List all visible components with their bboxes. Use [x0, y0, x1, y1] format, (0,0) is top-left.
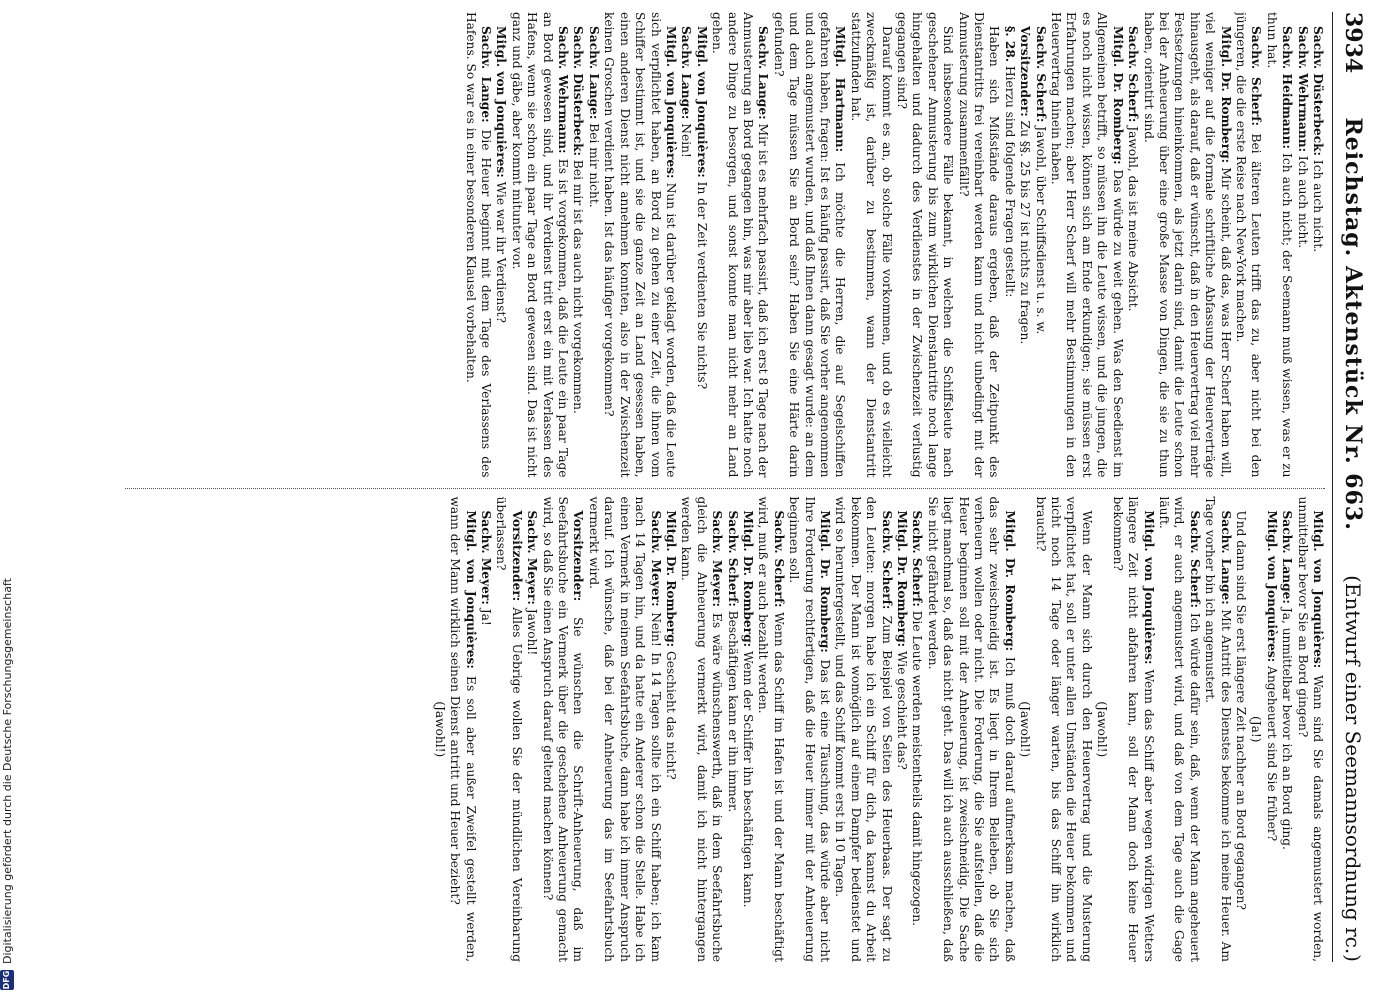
paragraph-text: Wie war ihr Verdienst?: [494, 177, 509, 323]
paragraph: [1001, 12, 1016, 478]
paragraph-text: Die Leute werden meistentheils damit hingezogen.: [910, 606, 925, 926]
paragraph: [740, 497, 755, 963]
paragraph-text: Das würde zu weit gehen. Was den Seedienst im Allgemeinen betrifft, so müssen ihn die Leute wissen, und die jungen, die es noch nicht wissen, können sich am Ende erkundigen; sie müssen erst Erfahrungen machen; aber Herr Scherf will mehr Bestimmungen in den Heuervertrag hinein haben.: [1049, 12, 1125, 478]
paragraph-text: Wenn der Mann sich durch den Heuervertrag und die Musterung verpflichtet hat, soll er unter allen Umständen die Heuer bekommen und nicht noch 14 Tage oder länger warten, bis das Schiff ihn wirklich braucht?: [1033, 496, 1094, 962]
paragraph-text: Jawohl, über Schiffsdienst u. s. w.: [1033, 122, 1048, 335]
paragraph: [1125, 12, 1140, 478]
speaker-label: Vorsitzender:: [571, 510, 586, 602]
paragraph-text: Mir scheint, daß das, was Herr Scherf haben will, viel weniger auf die formale schriftliche Abfassung der Heuerverträge hinausgeht, als darauf, daß er wünscht, daß in den Heuervertrag viel mehr Festsetzungen hineinkommen, als jetzt darin sind, damit die Leute schon bei der Anheuerung über eine große Masse von Dingen, die sie zu thun haben, orientirt sind.: [1141, 12, 1233, 478]
paragraph: [678, 497, 724, 963]
paragraph-text: Nein!: [679, 119, 694, 158]
page-subtitle: (Entwurf einer Seemannsordnung rc.): [1341, 575, 1365, 962]
paragraph: [709, 12, 771, 478]
paragraph: [678, 12, 693, 478]
paragraph: [1233, 497, 1248, 963]
paragraph: [493, 12, 508, 478]
paragraph-text: Wenn der Schiffer ihn beschäftigen kann.: [740, 647, 755, 908]
speaker-label: Sachv. Lange:: [1280, 510, 1295, 604]
speaker-label: Sachv. Meyer:: [525, 510, 540, 605]
paragraph-text: Zum Beispiel von Seiten des Heuerbaas. Der sagt zu den Leuten: morgen habe ich ein Schiff für dich, da kannst du Arbeit bekommen. Der Mann ist womöglich auf einem Dampfer bedienstet und wird so heruntergestellt, und das Schiff kommt erst in 10 Tagen.: [833, 496, 894, 962]
paragraph: [1263, 12, 1294, 478]
paragraph: [1017, 497, 1032, 963]
speaker-label: Vorsitzender:: [1018, 26, 1033, 117]
paragraph-text: Mir ist es mehrfach passirt, daß ich erst 8 Tage nach der Anmusterung an Bord gegangen bin, was mir aber lieb war. Ich hatte noch andere Dinge zu besorgen, und sonst konnte man nicht mehr an Land gehen.: [710, 12, 771, 478]
speaker-label: §. 28.: [1002, 26, 1017, 63]
paragraph: [508, 12, 570, 478]
paragraph: [770, 12, 847, 478]
paragraph-text: Haben sich Mißstände daraus ergeben, daß der Zeitpunkt des Dienstantritts frei vereinbart werden kann und nicht unbedingt mit der Anmusterung zusammenfällt?: [956, 12, 1002, 478]
paragraph-text: Das ist eine Täuschung, das würde aber nicht Ihre Forderung rechtfertigen, daß die Heuer immer mit der Anheuerung beginnen soll.: [787, 496, 832, 962]
paragraph-text: Bei älteren Leuten trifft das zu, aber nicht bei den jüngeren, die die erste Reise nach New-York machen.: [1233, 12, 1264, 478]
paragraph-text: Jawohl!: [525, 604, 540, 656]
paragraph: [1156, 497, 1202, 963]
speaker-label: Sachv. Meyer:: [479, 510, 494, 605]
speaker-label: Sachv. Lange:: [1218, 510, 1233, 605]
speaker-label: Sachv. Wehrmann:: [556, 26, 571, 154]
paragraph: [1017, 12, 1032, 478]
speaker-label: Mitgl. Dr. Romberg:: [1002, 510, 1017, 652]
paragraph-text: (Jawohl!): [432, 701, 447, 758]
speaker-label: Sachv. Lange:: [756, 26, 771, 120]
paragraph-text: Angeheuert sind Sie früher?: [1264, 662, 1279, 842]
page-title: Reichstag. Aktenstück Nr. 663.: [1340, 117, 1366, 531]
paragraph-text: Es soll aber außer Zweifel gestellt werden, wann der Mann wirklich seinen Dienst antritt und Heuer bezieht?: [448, 496, 478, 962]
paragraph: [1094, 497, 1109, 963]
paragraph: [1294, 497, 1325, 963]
paragraph: [1263, 497, 1278, 963]
paragraph: [539, 497, 585, 963]
speaker-label: Mitgl. von Jonquières:: [494, 26, 509, 178]
paragraph-text: Beschäftigen kann er ihn immer.: [725, 606, 740, 813]
paragraph: [1032, 497, 1094, 963]
speaker-label: Mitgl. von Jonquières:: [663, 26, 678, 179]
paragraph-text: Hierzu sind folgende Fragen gestellt:: [1002, 62, 1017, 298]
paragraph-text: Die Heuer beginnt mit dem Tage des Verlassens des Hafens. So war es in einer besonderen Klausel vorbehalten.: [463, 12, 494, 478]
paragraph-text: Mit Antritt des Dienstes bekomme ich meine Heuer. Am Tage vorher bin ich angemustert.: [1203, 496, 1233, 962]
paragraph: [663, 497, 678, 963]
paragraph-text: Ich möchte die Herren, die auf Segelschiffen gefahren haben, fragen: Ist es häufig passirt, daß Sie vorher angenommen und auch angemustert wurden, und daß Ihnen dann gesagt wurde: an dem und dem Tage müssen Sie an Bord sein? Haben Sie eine Härte darin gefunden?: [771, 12, 848, 478]
dfg-logo-icon: DFG: [0, 970, 14, 990]
speaker-label: Sachv. Meyer:: [648, 510, 663, 607]
paragraph: [586, 497, 663, 963]
paragraph: [1248, 497, 1263, 963]
paragraph: [1048, 12, 1125, 478]
paragraph-text: (Jawohl!): [1018, 701, 1033, 758]
speaker-label: Sachv. Scherf:: [725, 510, 740, 607]
speaker-label: Mitgl. von Jonquières:: [463, 510, 478, 669]
paragraph: [447, 497, 478, 963]
paragraph: [524, 497, 539, 963]
paragraph: [1202, 497, 1233, 963]
paragraph: [832, 497, 894, 963]
left-column: [125, 12, 1325, 478]
paragraph: [431, 497, 446, 963]
speaker-label: Mitgl. Dr. Romberg:: [895, 510, 910, 648]
paragraph-text: Sind insbesondere Fälle bekannt, in welchen die Schiffsleute nach geschehener Anmusterung bis zum wirklichen Dienstantritte noch lange hingehalten und dadurch des Verdienstes in der Zwischenzeit verlustig gegangen sind?: [895, 12, 956, 478]
paragraph-text: Geschieht das nicht?: [663, 647, 678, 780]
paragraph-text: Sie wünschen die Schrift-Anheuerung, daß im Seefahrtsbuche ein Vermerk über die geschehene Anheuerung gemacht wird, so daß Sie einen Anspruch darauf geltend machen können?: [540, 496, 586, 962]
paragraph: [1032, 12, 1047, 478]
paragraph-text: Ich muß doch darauf aufmerksam machen, daß das sehr zweischneidig ist. Es liegt in Ihrem Belieben, ob Sie sich verheuern wollen oder nicht. Die Forderung, die Sie aufstellen, daß die Heuer beginnen soll mit der Anheuerung, ist zweischneidig. Die Sache liegt manchmal so, daß das nicht geht. Das will ich auch ausschließen, daß Sie nicht gefährdet werden.: [925, 496, 1017, 962]
paragraph: [570, 12, 585, 478]
page-header: [1332, 12, 1373, 962]
speaker-label: Mitgl. Dr. Romberg:: [663, 510, 678, 648]
paragraph-text: Wenn das Schiff im Hafen ist und der Mann beschäftigt wird, muß er auch bezahlt werden.: [756, 496, 786, 962]
speaker-label: Mitgl. von Jonquières:: [1264, 510, 1279, 663]
paragraph-text: Es wäre wünschenswerth, daß in dem Seefahrtsbuche gleich die Anheuerung vermerkt wird, damit ich nicht hintergangen werden kann.: [679, 496, 725, 962]
speaker-label: Sachv. Düsterbeck:: [1311, 26, 1325, 157]
funding-note: Digitalisierung gefördert durch die Deutsche Forschungsgemeinschaft: [0, 578, 14, 964]
digitization-note: [0, 0, 24, 1000]
paragraph: [493, 497, 524, 963]
paragraph-text: Wann sind Sie damals angemustert worden, unmittelbar bevor Sie an Bord gingen?: [1295, 496, 1325, 962]
speaker-label: Mitgl. Dr. Romberg:: [740, 510, 755, 648]
paragraph-text: Zu §§. 25 bis 27 ist nichts zu fragen.: [1018, 116, 1033, 345]
page-number: 3934: [1340, 12, 1366, 74]
paragraph: [478, 497, 493, 963]
speaker-label: Sachv. Lange:: [586, 26, 601, 120]
paragraph-text: Bei mir nicht.: [586, 119, 601, 208]
paragraph-text: Nun ist darüber geklagt worden, daß die Leute sich verpflichtet haben, an Bord zu gehen zu einer Zeit, die ihnen vom Schiffer bestimmt ist, und sie die ganze Zeit an Land gesessen haben, einen anderen Dienst nicht annehmen konnten, also in der Zwischenzeit keinen Groschen verdient haben. Ist das häufiger vorgekommen?: [602, 12, 678, 478]
paragraph: [1310, 12, 1325, 478]
paragraph-text: Ich auch nicht; der Seemann muß wissen, was er zu thun hat.: [1264, 12, 1295, 478]
speaker-label: Sachv. Scherf:: [1249, 26, 1264, 126]
speaker-label: Vorsitzender:: [509, 510, 524, 602]
paragraph: [724, 497, 739, 963]
paragraph-text: Jawohl, das ist meine Absicht.: [1126, 122, 1141, 312]
paragraph-text: Ich auch nicht.: [1311, 156, 1325, 253]
paragraph-text: In der Zeit verdienten Sie nichts?: [694, 177, 709, 390]
speaker-label: Sachv. Scherf:: [879, 510, 894, 610]
paragraph-text: Wie geschieht das?: [895, 647, 910, 770]
paragraph: [847, 12, 893, 478]
paragraph: [955, 12, 1001, 478]
paragraph-text: (Jawohl!): [1095, 701, 1110, 758]
speaker-label: Mitgl. von Jonquières:: [1311, 510, 1325, 669]
speaker-label: Sachv. Heidmann:: [1280, 26, 1295, 149]
paragraph-text: Es ist vorgekommen, daß die Leute ein paar Tage an Bord gewesen sind, und ihr Verdienst tritt erst ein mit Verlassen des Hafens, wenn sie schon ein paar Tage an Bord gewesen sind. Das ist nicht ganz und gäbe, aber kommt mitunter vor.: [509, 12, 571, 478]
paragraph-text: Bei mir ist das auch nicht vorgekommen.: [571, 156, 586, 414]
speaker-label: Sachv. Scherf:: [1187, 510, 1202, 608]
paragraph: [1140, 12, 1232, 478]
paragraph: [693, 12, 708, 478]
paragraph: [786, 497, 832, 963]
paragraph: [1233, 12, 1264, 478]
speaker-label: Mitgl. Hartmann:: [833, 26, 848, 153]
paragraph-text: Ich würde dafür sein, daß, wenn der Mann angeheuert wird, er auch angemustert wird, und daß von dem Tage auch die Gage läuft.: [1156, 496, 1202, 962]
paragraph-text: Und dann sind Sie erst längere Zeit nachher an Bord gegangen?: [1233, 510, 1248, 910]
paragraph: [1294, 12, 1309, 478]
speaker-label: Sachv. Wehrmann:: [1295, 26, 1310, 153]
speaker-label: Sachv. Meyer:: [710, 510, 725, 607]
paragraph: [894, 12, 956, 478]
paragraph-text: Ja!: [479, 604, 494, 626]
speaker-label: Sachv. Scherf:: [1126, 26, 1141, 123]
speaker-label: Mitgl. von Jonquières:: [694, 26, 709, 178]
paragraph: [1279, 497, 1294, 963]
speaker-label: Sachv. Scherf:: [771, 510, 786, 608]
speaker-label: Mitgl. Dr. Romberg:: [1110, 26, 1125, 165]
right-column: [125, 488, 1325, 963]
paragraph: [924, 497, 1016, 963]
paragraph-text: Ja, unmittelbar bevor ich an Bord ging.: [1280, 603, 1295, 850]
speaker-label: Sachv. Lange:: [679, 26, 694, 120]
paragraph: [909, 497, 924, 963]
paragraph: [586, 12, 601, 478]
paragraph-text: (Ja!): [1249, 715, 1264, 743]
paragraph: [601, 12, 678, 478]
speaker-label: Mitgl. von Jonquières:: [1141, 510, 1156, 665]
speaker-label: Mitgl. Dr. Romberg:: [1218, 26, 1233, 164]
paragraph: [1109, 497, 1155, 963]
speaker-label: Sachv. Scherf:: [910, 510, 925, 607]
paragraph: [462, 12, 493, 478]
paragraph-text: Wenn das Schiff aber wegen widrigen Wetters längere Zeit nicht abfahren kann, soll der Mann doch keine Heuer bekommen?: [1110, 496, 1156, 962]
text-columns: [125, 12, 1325, 962]
paragraph-text: Alles Uebrige wollen Sie der mündlichen Vereinbarung überlassen?: [494, 496, 524, 962]
paragraph-text: Nein! In 14 Tagen sollte ich ein Schiff haben; ich kam nach 14 Tagen hin, und da hatte ein Anderer schon die Stelle. Habe ich einen Vermerk in meinem Seefahrtsbuche, dann habe ich immer Anspruch darauf. Ich wünsche, daß bei der Anheuerung das im Seefahrtsbuch vermerkt wird.: [586, 496, 663, 962]
paragraph-text: Ich auch nicht.: [1295, 152, 1310, 249]
paragraph: [894, 497, 909, 963]
speaker-label: Mitgl. Dr. Romberg:: [818, 510, 832, 653]
speaker-label: Sachv. Düsterbeck:: [571, 26, 586, 157]
paragraph: [755, 497, 786, 963]
speaker-label: Sachv. Scherf:: [1033, 26, 1048, 123]
paragraph-text: Darauf kommt es an, ob solche Fälle vorkommen, und ob es vielleicht zweckmäßig ist, darüber zu bestimmen, wann der Dienstantritt stattzufinden hat.: [848, 12, 894, 478]
speaker-label: Sachv. Lange:: [479, 26, 494, 123]
